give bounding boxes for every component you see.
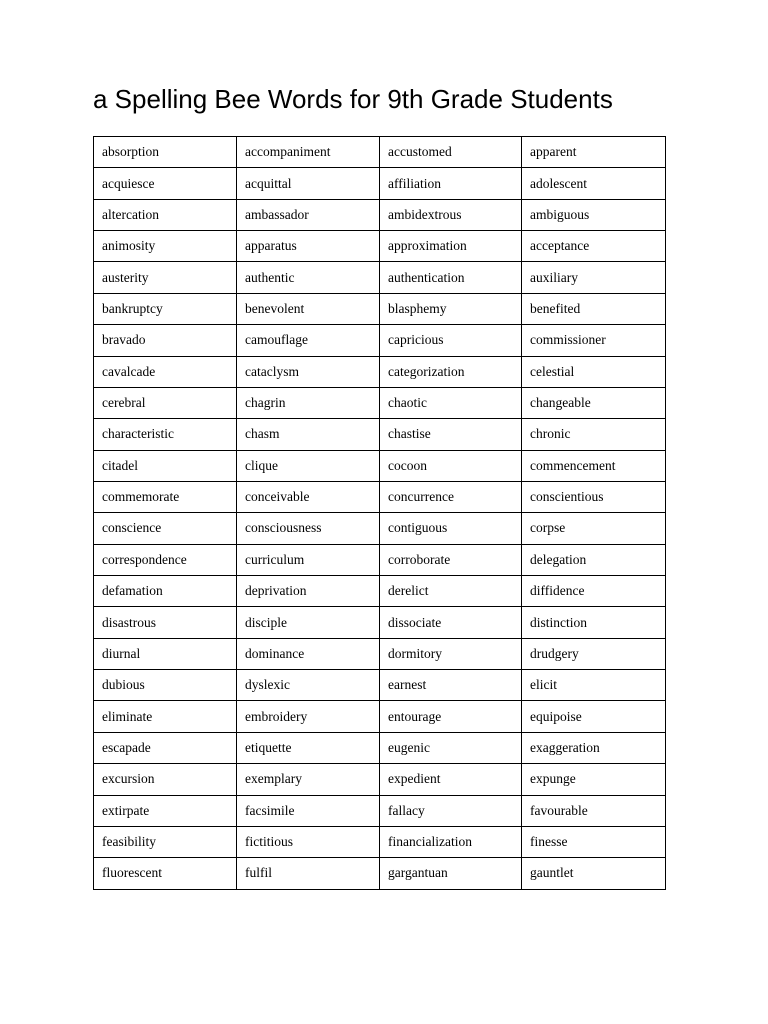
word-cell: correspondence xyxy=(94,544,237,575)
word-cell: blasphemy xyxy=(380,293,522,324)
word-cell: diffidence xyxy=(522,576,666,607)
word-cell: auxiliary xyxy=(522,262,666,293)
word-cell: extirpate xyxy=(94,795,237,826)
word-cell: commencement xyxy=(522,450,666,481)
table-row xyxy=(94,262,666,293)
table-row xyxy=(94,670,666,701)
word-cell: cavalcade xyxy=(94,356,237,387)
table-row xyxy=(94,450,666,481)
word-cell: accompaniment xyxy=(237,137,380,168)
word-cell: apparent xyxy=(522,137,666,168)
word-cell: dubious xyxy=(94,670,237,701)
word-cell: conscience xyxy=(94,513,237,544)
word-cell: consciousness xyxy=(237,513,380,544)
table-row xyxy=(94,137,666,168)
word-cell: benevolent xyxy=(237,293,380,324)
page-title: a Spelling Bee Words for 9th Grade Students xyxy=(93,84,613,114)
word-cell: gargantuan xyxy=(380,858,522,889)
word-cell: deprivation xyxy=(237,576,380,607)
word-cell: approximation xyxy=(380,231,522,262)
word-cell: disastrous xyxy=(94,607,237,638)
word-cell: feasibility xyxy=(94,826,237,857)
word-cell: concurrence xyxy=(380,481,522,512)
word-cell: delegation xyxy=(522,544,666,575)
word-cell: fulfil xyxy=(237,858,380,889)
table-row xyxy=(94,356,666,387)
word-cell: embroidery xyxy=(237,701,380,732)
table-row xyxy=(94,764,666,795)
word-cell: cerebral xyxy=(94,387,237,418)
table-row xyxy=(94,795,666,826)
word-cell: authentic xyxy=(237,262,380,293)
word-table xyxy=(93,136,666,890)
word-cell: distinction xyxy=(522,607,666,638)
table-row xyxy=(94,168,666,199)
word-cell: acceptance xyxy=(522,231,666,262)
word-cell: capricious xyxy=(380,325,522,356)
word-cell: escapade xyxy=(94,732,237,763)
word-cell: finesse xyxy=(522,826,666,857)
table-row xyxy=(94,387,666,418)
word-cell: conscientious xyxy=(522,481,666,512)
table-row xyxy=(94,293,666,324)
word-cell: expunge xyxy=(522,764,666,795)
table-row xyxy=(94,858,666,889)
word-cell: animosity xyxy=(94,231,237,262)
word-cell: altercation xyxy=(94,199,237,230)
word-cell: exemplary xyxy=(237,764,380,795)
word-cell: equipoise xyxy=(522,701,666,732)
table-row xyxy=(94,481,666,512)
word-cell: bankruptcy xyxy=(94,293,237,324)
word-cell: ambassador xyxy=(237,199,380,230)
word-cell: adolescent xyxy=(522,168,666,199)
word-cell: fluorescent xyxy=(94,858,237,889)
word-cell: fictitious xyxy=(237,826,380,857)
word-cell: dyslexic xyxy=(237,670,380,701)
table-row xyxy=(94,607,666,638)
word-table-body xyxy=(94,137,666,890)
word-cell: eliminate xyxy=(94,701,237,732)
word-cell: chastise xyxy=(380,419,522,450)
word-cell: earnest xyxy=(380,670,522,701)
word-cell: chasm xyxy=(237,419,380,450)
word-cell: entourage xyxy=(380,701,522,732)
word-cell: corroborate xyxy=(380,544,522,575)
word-cell: bravado xyxy=(94,325,237,356)
word-cell: cataclysm xyxy=(237,356,380,387)
word-cell: contiguous xyxy=(380,513,522,544)
table-row xyxy=(94,231,666,262)
word-cell: benefited xyxy=(522,293,666,324)
word-cell: corpse xyxy=(522,513,666,544)
table-row xyxy=(94,325,666,356)
word-cell: cocoon xyxy=(380,450,522,481)
word-cell: accustomed xyxy=(380,137,522,168)
word-cell: facsimile xyxy=(237,795,380,826)
word-cell: apparatus xyxy=(237,231,380,262)
table-row xyxy=(94,826,666,857)
table-row xyxy=(94,199,666,230)
word-cell: dormitory xyxy=(380,638,522,669)
word-cell: curriculum xyxy=(237,544,380,575)
word-cell: clique xyxy=(237,450,380,481)
word-cell: diurnal xyxy=(94,638,237,669)
word-cell: commissioner xyxy=(522,325,666,356)
word-cell: citadel xyxy=(94,450,237,481)
word-cell: acquiesce xyxy=(94,168,237,199)
word-cell: authentication xyxy=(380,262,522,293)
word-cell: fallacy xyxy=(380,795,522,826)
word-cell: excursion xyxy=(94,764,237,795)
word-cell: disciple xyxy=(237,607,380,638)
table-row xyxy=(94,544,666,575)
word-cell: austerity xyxy=(94,262,237,293)
word-cell: characteristic xyxy=(94,419,237,450)
word-cell: dominance xyxy=(237,638,380,669)
word-cell: categorization xyxy=(380,356,522,387)
table-row xyxy=(94,419,666,450)
table-row xyxy=(94,576,666,607)
word-cell: elicit xyxy=(522,670,666,701)
word-cell: exaggeration xyxy=(522,732,666,763)
word-cell: affiliation xyxy=(380,168,522,199)
word-cell: chronic xyxy=(522,419,666,450)
word-cell: camouflage xyxy=(237,325,380,356)
table-row xyxy=(94,732,666,763)
word-cell: etiquette xyxy=(237,732,380,763)
word-cell: expedient xyxy=(380,764,522,795)
word-cell: derelict xyxy=(380,576,522,607)
word-cell: dissociate xyxy=(380,607,522,638)
word-cell: chaotic xyxy=(380,387,522,418)
word-cell: chagrin xyxy=(237,387,380,418)
table-row xyxy=(94,638,666,669)
word-cell: commemorate xyxy=(94,481,237,512)
word-cell: favourable xyxy=(522,795,666,826)
table-row xyxy=(94,701,666,732)
word-cell: eugenic xyxy=(380,732,522,763)
word-cell: acquittal xyxy=(237,168,380,199)
word-cell: changeable xyxy=(522,387,666,418)
word-cell: conceivable xyxy=(237,481,380,512)
word-cell: gauntlet xyxy=(522,858,666,889)
word-cell: ambiguous xyxy=(522,199,666,230)
word-cell: celestial xyxy=(522,356,666,387)
table-row xyxy=(94,513,666,544)
word-cell: defamation xyxy=(94,576,237,607)
word-cell: financialization xyxy=(380,826,522,857)
word-cell: absorption xyxy=(94,137,237,168)
word-cell: ambidextrous xyxy=(380,199,522,230)
word-cell: drudgery xyxy=(522,638,666,669)
